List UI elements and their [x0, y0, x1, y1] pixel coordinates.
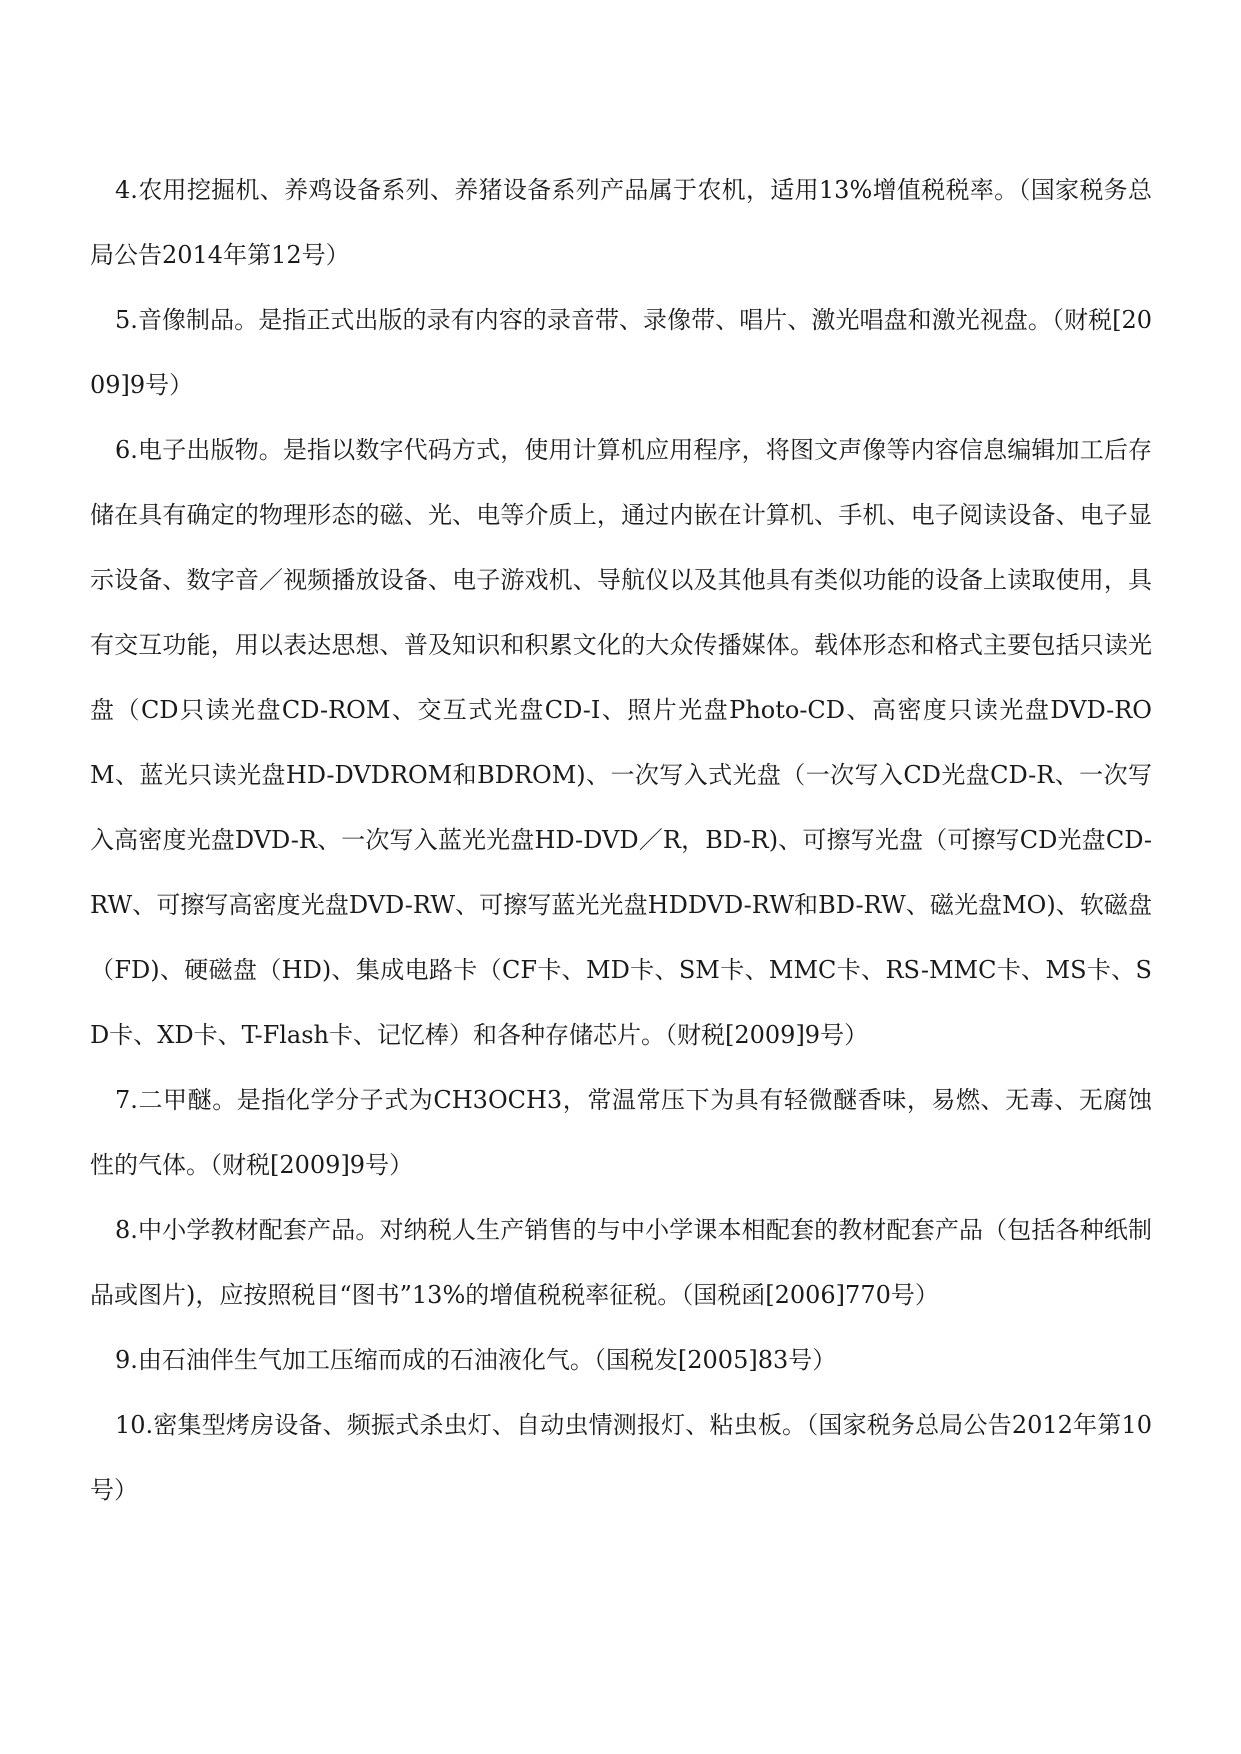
paragraph-item-6: 6.电子出版物。是指以数字代码方式，使用计算机应用程序，将图文声像等内容信息编辑加工后存储在具有确定的物理形态的磁、光、电等介质上，通过内嵌在计算机、手机、电子阅读设备、电子显示设备、数字音／视频播放设备、电子游戏机、导航仪以及其他具有类似功能的设备上读取使用，具有交互功能，用以表达思想、普及知识和积累文化的大众传播媒体。载体形态和格式主要包括只读光盘（CD只读光盘CD-ROM、交互式光盘CD-I、照片光盘Photo-CD、高密度只读光盘DVD-ROM、蓝光只读光盘HD-DVDROM和BDROM)、一次写入式光盘（一次写入CD光盘CD-R、一次写入高密度光盘DVD-R、一次写入蓝光光盘HD-DVD／R，BD-R)、可擦写光盘（可擦写CD光盘CD-RW、可擦写高密度光盘DVD-RW、可擦写蓝光光盘HDDVD-RW和BD-RW、磁光盘MO)、软磁盘（FD)、硬磁盘（HD)、集成电路卡（CF卡、MD卡、SM卡、MMC卡、RS-MMC卡、MS卡、SD卡、XD卡、T-Flash卡、记忆棒）和各种存储芯片。（财税[2009]9号）	[90, 436, 1152, 1049]
paragraph-item-7: 7.二甲醚。是指化学分子式为CH3OCH3，常温常压下为具有轻微醚香味，易燃、无毒、无腐蚀性的气体。（财税[2009]9号）	[90, 1086, 1152, 1179]
paragraph-item-9: 9.由石油伴生气加工压缩而成的石油液化气。（国税发[2005]83号）	[115, 1346, 837, 1374]
document-body	[90, 158, 1152, 1523]
paragraph-item-10: 10.密集型烤房设备、频振式杀虫灯、自动虫情测报灯、粘虫板。（国家税务总局公告2012年第10号）	[90, 1411, 1152, 1504]
paragraph-item-5: 5.音像制品。是指正式出版的录有内容的录音带、录像带、唱片、激光唱盘和激光视盘。（财税[2009]9号）	[90, 306, 1152, 399]
paragraph-item-4: 4.农用挖掘机、养鸡设备系列、养猪设备系列产品属于农机，适用13%增值税税率。（国家税务总局公告2014年第12号）	[90, 176, 1152, 269]
paragraph-item-8: 8.中小学教材配套产品。对纳税人生产销售的与中小学课本相配套的教材配套产品（包括各种纸制品或图片)，应按照税目“图书”13%的增值税税率征税。（国税函[2006]770号）	[90, 1216, 1152, 1309]
